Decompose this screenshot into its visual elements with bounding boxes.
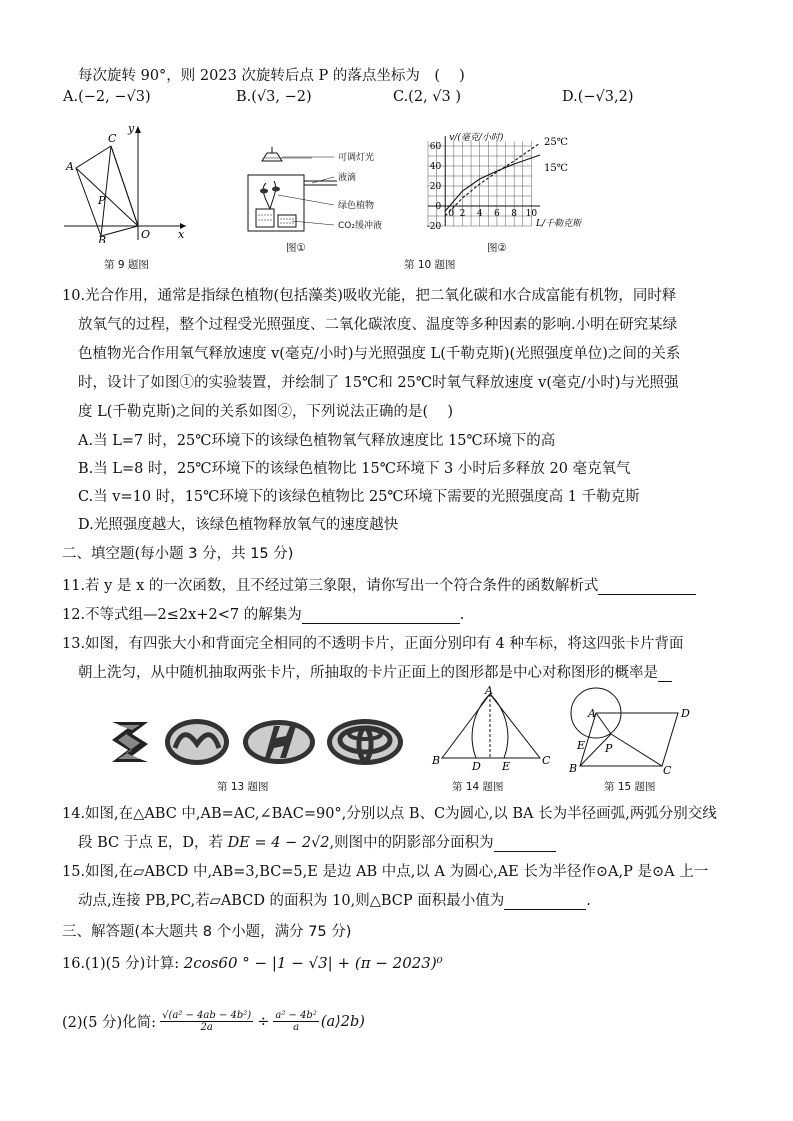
q9-label-x: x xyxy=(178,228,185,241)
q14-figure xyxy=(430,686,554,772)
q14-line-2 xyxy=(78,831,556,852)
q16-part2 xyxy=(62,1010,365,1033)
q9-label-b: B xyxy=(98,234,107,243)
q16-frac1-den: 2a xyxy=(200,1022,213,1033)
q9-option-a: A.(−2, −√3) xyxy=(63,89,151,105)
q15-figure xyxy=(566,686,696,776)
q12-text: 12.不等式组—2≤2x+2<7 的解集为 xyxy=(62,607,302,623)
q16-fraction-1 xyxy=(160,1010,253,1033)
q16-op: ÷ xyxy=(257,1013,270,1030)
hyundai-logo xyxy=(240,716,318,768)
q16-frac2-den: a xyxy=(293,1022,300,1033)
q11-text: 11.若 y 是 x 的一次函数，且不经过第三象限，请你写出一个符合条件的函数解析式 xyxy=(62,578,599,594)
x-tick-label: 4 xyxy=(476,209,483,219)
section-2-heading: 二、填空题(每小题 3 分，共 15 分) xyxy=(62,546,294,562)
q15-end: . xyxy=(586,893,591,909)
q11-line xyxy=(62,574,696,595)
x-tick-label: 6 xyxy=(494,209,500,219)
q14-caption: 第 14 题图 xyxy=(452,781,504,793)
q12-blank[interactable] xyxy=(302,610,460,624)
q10-option-c: C.当 v=10 时，15℃环境下的该绿色植物比 25℃环境下需要的光照强度高 1 千勒克斯 xyxy=(78,489,640,505)
series-line-0 xyxy=(445,143,540,216)
q12-line xyxy=(62,603,464,624)
mazda-logo xyxy=(162,716,232,768)
q15-caption: 第 15 题图 xyxy=(604,781,656,793)
q15-label-a: A xyxy=(588,707,596,720)
q15-line-2 xyxy=(78,889,591,910)
q14-text: 段 BC 于点 E，D，若 xyxy=(78,835,228,851)
q10-label-buffer: CO₂缓冲液 xyxy=(338,221,382,231)
q9-label-y: y xyxy=(128,122,135,135)
q14-label-c: C xyxy=(542,754,551,767)
q15-blank[interactable] xyxy=(504,896,586,910)
q14-label-b: B xyxy=(432,754,441,767)
q15-label-c: C xyxy=(663,764,672,776)
series-label-1: 15℃ xyxy=(544,163,568,174)
q14-formula: DE = 4 − 2√2 xyxy=(227,835,330,851)
y-tick-label: 40 xyxy=(429,162,442,172)
q10-line-1: 10.光合作用，通常是指绿色植物(包括藻类)吸收光能，把二氧化碳和水合成富能有机物，同时释 xyxy=(62,288,677,304)
q10-option-b: B.当 L=8 时，25℃环境下的该绿色植物比 15℃环境下 3 小时后多释放 20 毫克氧气 xyxy=(78,461,631,477)
q10-label-drop: 液滴 xyxy=(338,173,357,183)
q15-line-1: 15.如图,在▱ABCD 中,AB=3,BC=5,E 是边 AB 中点,以 A 为圆心,AE 长为半径作⊙A,P 是⊙A 上一 xyxy=(62,864,709,880)
q16-part2-label: (2)(5 分)化简: xyxy=(62,1015,157,1031)
q14-label-d: D xyxy=(472,760,481,772)
q16-fraction-2 xyxy=(273,1010,318,1033)
section-3-heading: 三、解答题(本大题共 8 个小题，满分 75 分) xyxy=(62,924,352,940)
q10-line-2: 放氧气的过程，整个过程受光照强度、二氧化碳浓度、温度等多种因素的影响.小明在研究某绿 xyxy=(78,317,678,333)
q9-figure xyxy=(62,118,192,243)
q9-stem: 每次旋转 90°，则 2023 次旋转后点 P 的落点坐标为 ( ) xyxy=(78,68,465,84)
q10-label-plant: 绿色植物 xyxy=(338,201,375,211)
q14-label-e: E xyxy=(502,760,511,772)
q13-line-2 xyxy=(78,661,672,682)
q15-label-d: D xyxy=(681,707,690,720)
q16-part1-expr: 2cos60 ° − |1 − √3| + (π − 2023)⁰ xyxy=(183,954,443,972)
q13-caption: 第 13 题图 xyxy=(217,781,269,793)
q14-line-1: 14.如图,在△ABC 中,AB=AC,∠BAC=90°,分别以点 B、C为圆心,以 BA 长为半径画弧,两弧分别交线 xyxy=(62,806,717,822)
y-tick-label: 60 xyxy=(429,142,442,152)
q14-text-2: ,则图中的阴影部分面积为 xyxy=(329,835,494,851)
q13-text: 朝上洗匀，从中随机抽取两张卡片，所抽取的卡片正面上的图形都是中心对称图形的概率是 xyxy=(78,665,658,681)
q10-line-5: 度 L(千勒克斯)之间的关系如图②，下列说法正确的是( ) xyxy=(78,404,453,420)
q10-line-4: 时，设计了如图①的实验装置，并绘制了 15℃和 25℃时氧气释放速度 v(毫克/小时)与光照强 xyxy=(78,375,679,391)
series-label-0: 25℃ xyxy=(544,137,568,148)
x-tick-label: 8 xyxy=(511,209,518,219)
y-axis-label: v/(毫克/小时) xyxy=(449,133,504,143)
y-tick-label: 20 xyxy=(429,182,442,192)
suzuki-logo xyxy=(102,716,158,768)
q10-line-3: 色植物光合作用氧气释放速度 v(毫克/小时)与光照强度 L(千勒克斯)(光照强度单位)之间的关系 xyxy=(78,346,681,362)
toyota-logo xyxy=(323,716,407,768)
q10-chart xyxy=(398,116,658,256)
q10-option-a: A.当 L=7 时，25℃环境下的该绿色植物氧气释放速度比 15℃环境下的高 xyxy=(78,433,556,449)
q15-label-b: B xyxy=(569,762,578,775)
x-tick-label: 10 xyxy=(525,209,538,219)
q10-fig2-caption: 图② xyxy=(487,242,507,254)
q15-label-e: E xyxy=(577,739,586,752)
q10-option-d: D.光照强度越大，该绿色植物释放氧气的速度越快 xyxy=(78,517,399,533)
q16-part1 xyxy=(62,952,443,973)
y-tick-label: -20 xyxy=(426,222,442,232)
series-line-1 xyxy=(445,155,540,211)
q16-part1-label: 16.(1)(5 分)计算: xyxy=(62,956,184,972)
q10-fig1-caption: 图① xyxy=(286,242,306,254)
q9-option-c: C.(2, √3 ) xyxy=(393,89,462,105)
q12-end: . xyxy=(459,607,465,623)
q15-label-p: P xyxy=(605,742,613,755)
q11-blank[interactable] xyxy=(598,581,696,595)
q9-label-a: A xyxy=(66,160,74,173)
q15-text: 动点,连接 PB,PC,若▱ABCD 的面积为 10,则△BCP 面积最小值为 xyxy=(78,893,505,909)
q14-label-a: A xyxy=(485,686,493,697)
y-tick-label: 0 xyxy=(435,202,442,212)
q9-option-d: D.(−√3,2) xyxy=(562,89,634,105)
x-tick-label: 2 xyxy=(459,209,466,219)
q10-caption: 第 10 题图 xyxy=(404,259,456,271)
q9-label-p: P xyxy=(98,194,106,207)
q14-blank[interactable] xyxy=(494,838,556,852)
q10-label-light: 可调灯光 xyxy=(338,153,375,163)
q13-line-1: 13.如图，有四张大小和背面完全相同的不透明卡片，正面分别印有 4 种车标，将这四张卡片背面 xyxy=(62,636,684,652)
q13-blank[interactable] xyxy=(658,668,672,682)
q9-label-o: O xyxy=(141,228,151,241)
q9-caption: 第 9 题图 xyxy=(104,259,149,271)
q16-condition: (a⟩2b) xyxy=(320,1013,365,1030)
q9-label-c: C xyxy=(108,132,117,145)
q9-option-b: B.(√3, −2) xyxy=(236,89,312,105)
x-tick-label-zero: 0 xyxy=(448,209,454,219)
q16-frac1-num: √(a² − 4ab − 4b²) xyxy=(162,1010,252,1021)
x-axis-label: L/千勒克斯 xyxy=(536,219,582,229)
q16-frac2-num: a² − 4b² xyxy=(275,1010,317,1021)
